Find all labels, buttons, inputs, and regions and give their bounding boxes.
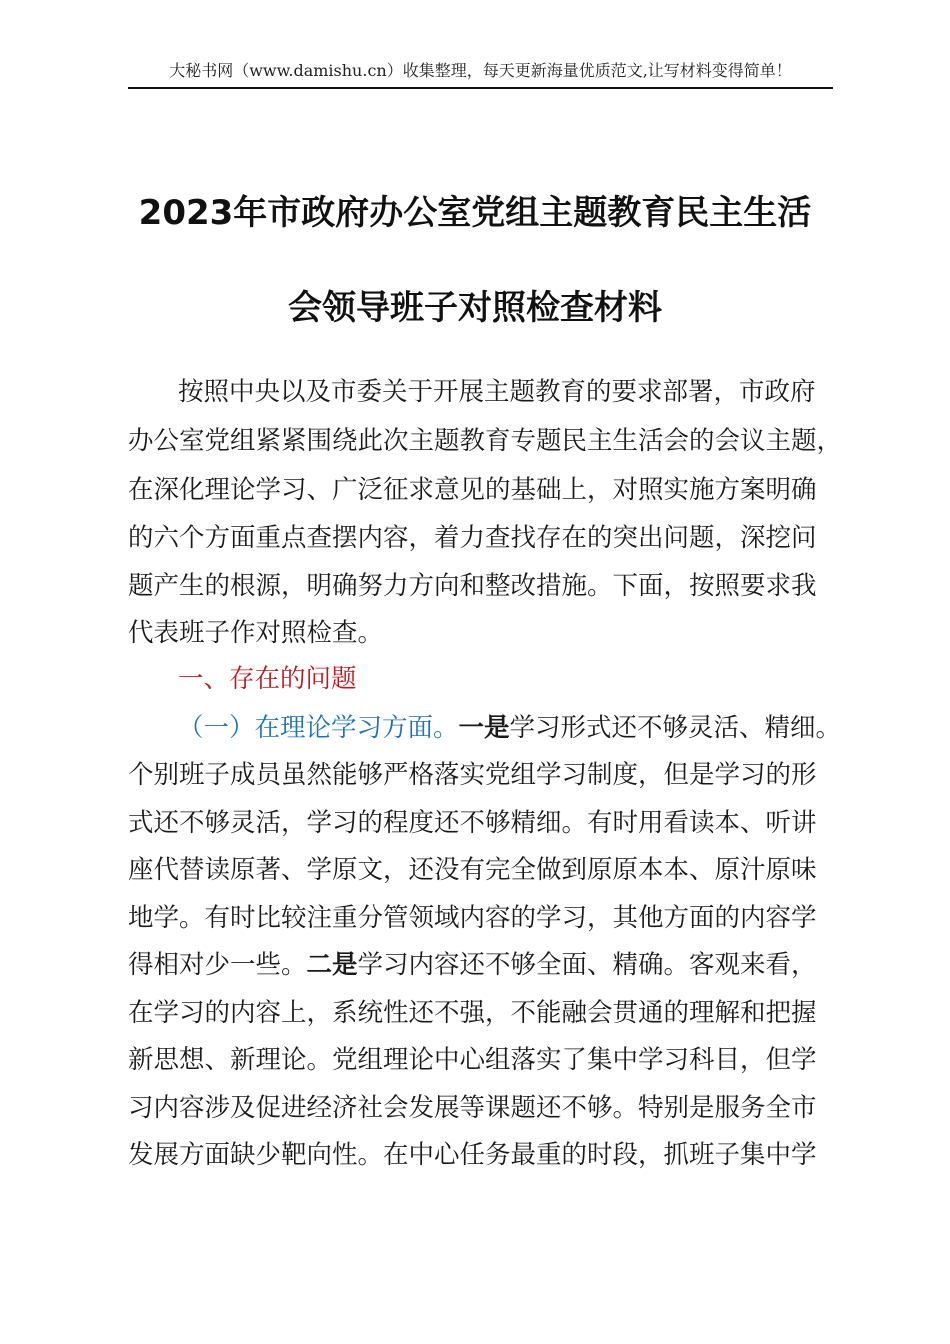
body-line: 地学。有时比较注重分管领域内容的学习，其他方面的内容学 xyxy=(128,903,817,933)
body-line: 式还不够灵活，学习的程度还不够精细。有时用看读本、听讲 xyxy=(128,808,817,838)
intro-line: 代表班子作对照检查。 xyxy=(128,618,384,648)
point-marker-1: 一是 xyxy=(458,713,510,743)
body-line-with-marker xyxy=(128,948,838,982)
page-header: 大秘书网（www.damishu.cn）收集整理，每天更新海量优质范文,让写材料变得简单！ xyxy=(169,61,792,80)
document-title-line-2: 会领导班子对照检查材料 xyxy=(288,288,662,328)
document-title-line-1: 2023年市政府办公室党组主题教育民主生活 xyxy=(138,193,812,233)
intro-line: 在深化理论学习、广泛征求意见的基础上，对照实施方案明确 xyxy=(128,475,817,505)
body-line: 新思想、新理论。党组理论中心组落实了集中学习科目，但学 xyxy=(128,1045,817,1075)
section-heading: 一、存在的问题 xyxy=(178,664,357,694)
body-text: 得相对少一些。 xyxy=(128,950,307,980)
intro-line: 题产生的根源，明确努力方向和整改措施。下面，按照要求我 xyxy=(128,571,817,601)
intro-line: 的六个方面重点查摆内容，着力查找存在的突出问题，深挖问 xyxy=(128,523,817,553)
body-line: 在学习的内容上，系统性还不强，不能融会贯通的理解和把握 xyxy=(128,998,817,1028)
body-line: 发展方面缺少靶向性。在中心任务最重的时段，抓班子集中学 xyxy=(128,1140,817,1170)
point-text-1: 学习形式还不够灵活、精细。 xyxy=(509,713,842,743)
header-rule xyxy=(128,87,833,89)
subsection-first-line xyxy=(178,711,888,745)
intro-line: 按照中央以及市委关于开展主题教育的要求部署，市政府 xyxy=(178,377,816,407)
point-text-2: 学习内容还不够全面、精确。客观来看， xyxy=(357,950,817,980)
body-line: 习内容涉及促进经济社会发展等课题还不够。特别是服务全市 xyxy=(128,1093,817,1123)
subsection-heading: （一）在理论学习方面。 xyxy=(178,713,459,743)
body-line: 个别班子成员虽然能够严格落实党组学习制度，但是学习的形 xyxy=(128,760,817,790)
intro-line: 办公室党组紧紧围绕此次主题教育专题民主生活会的会议主题， xyxy=(128,426,843,456)
body-line: 座代替读原著、学原文，还没有完全做到原原本本、原汁原味 xyxy=(128,855,817,885)
point-marker-2: 二是 xyxy=(306,950,358,980)
